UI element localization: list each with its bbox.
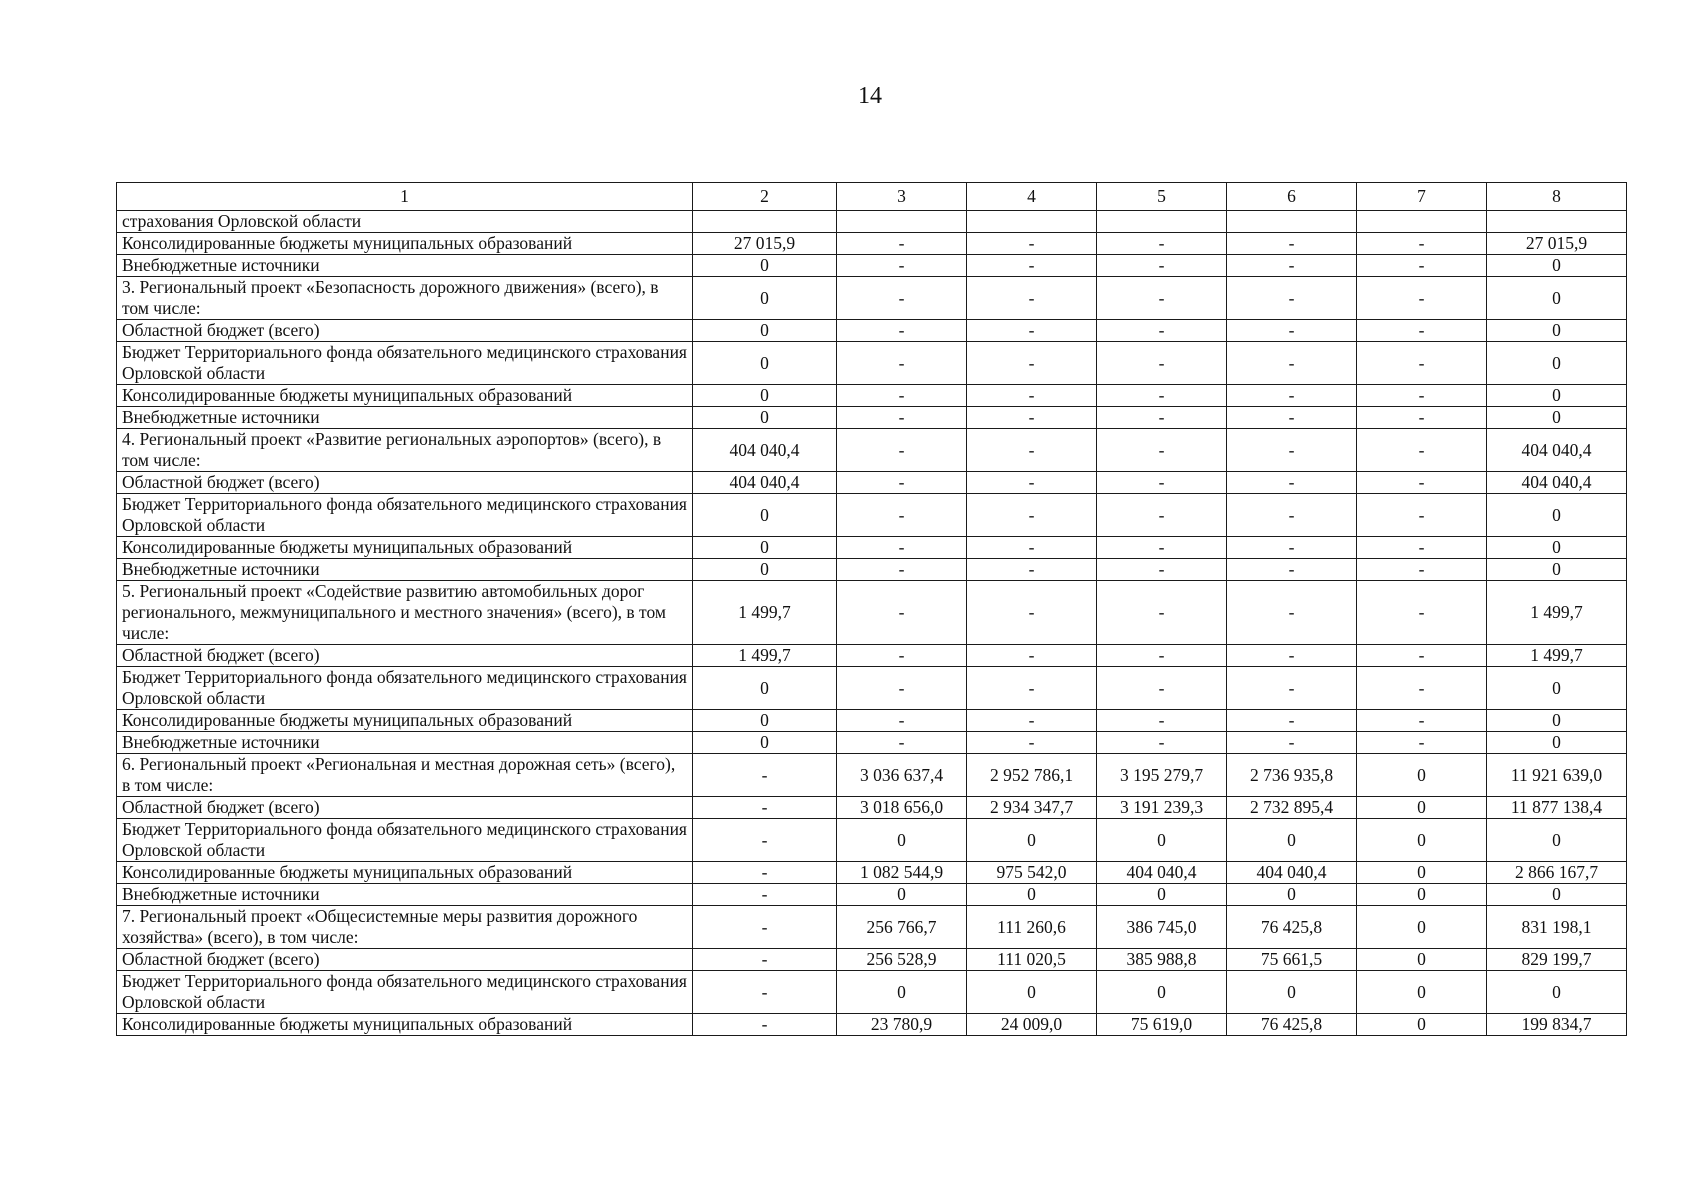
row-label: Бюджет Территориального фонда обязательного медицинского страхования Орловской области — [117, 342, 693, 385]
cell-col-6 — [1227, 211, 1357, 233]
cell-col-2: 0 — [693, 494, 837, 537]
cell-col-5: - — [1097, 472, 1227, 494]
column-header: 8 — [1487, 183, 1627, 211]
cell-col-3: - — [837, 277, 967, 320]
table-row — [117, 906, 1627, 949]
cell-col-6: - — [1227, 233, 1357, 255]
cell-col-3: 23 780,9 — [837, 1014, 967, 1036]
row-label: Бюджет Территориального фонда обязательного медицинского страхования Орловской области — [117, 971, 693, 1014]
cell-col-2: 404 040,4 — [693, 429, 837, 472]
cell-col-3: - — [837, 667, 967, 710]
cell-col-2 — [693, 211, 837, 233]
cell-col-7: - — [1357, 277, 1487, 320]
cell-col-3: - — [837, 494, 967, 537]
cell-col-8: 0 — [1487, 320, 1627, 342]
cell-col-3: 0 — [837, 971, 967, 1014]
cell-col-5: - — [1097, 581, 1227, 645]
table-row — [117, 884, 1627, 906]
cell-col-5 — [1097, 211, 1227, 233]
cell-col-6: - — [1227, 342, 1357, 385]
column-header: 3 — [837, 183, 967, 211]
table-row — [117, 233, 1627, 255]
cell-col-6: 0 — [1227, 971, 1357, 1014]
cell-col-5: - — [1097, 233, 1227, 255]
cell-col-4: - — [967, 494, 1097, 537]
cell-col-5: - — [1097, 429, 1227, 472]
column-header: 5 — [1097, 183, 1227, 211]
column-header: 2 — [693, 183, 837, 211]
cell-col-8: 0 — [1487, 559, 1627, 581]
cell-col-6: - — [1227, 559, 1357, 581]
cell-col-8: 199 834,7 — [1487, 1014, 1627, 1036]
cell-col-2: 0 — [693, 407, 837, 429]
table-row — [117, 429, 1627, 472]
cell-col-5: - — [1097, 559, 1227, 581]
cell-col-8: 0 — [1487, 710, 1627, 732]
cell-col-7: 0 — [1357, 884, 1487, 906]
cell-col-5: 385 988,8 — [1097, 949, 1227, 971]
cell-col-4: - — [967, 472, 1097, 494]
row-label: Областной бюджет (всего) — [117, 472, 693, 494]
table-row — [117, 320, 1627, 342]
cell-col-2: 404 040,4 — [693, 472, 837, 494]
cell-col-7: 0 — [1357, 819, 1487, 862]
column-header: 7 — [1357, 183, 1487, 211]
cell-col-3: 1 082 544,9 — [837, 862, 967, 884]
cell-col-4: - — [967, 537, 1097, 559]
row-label: 4. Региональный проект «Развитие региональных аэропортов» (всего), в том числе: — [117, 429, 693, 472]
cell-col-5: 3 191 239,3 — [1097, 797, 1227, 819]
cell-col-4: 111 260,6 — [967, 906, 1097, 949]
cell-col-4 — [967, 211, 1097, 233]
table-row — [117, 667, 1627, 710]
cell-col-8: 0 — [1487, 819, 1627, 862]
row-label: Бюджет Территориального фонда обязательного медицинского страхования Орловской области — [117, 667, 693, 710]
row-label: Внебюджетные источники — [117, 884, 693, 906]
cell-col-2: 0 — [693, 559, 837, 581]
table-row — [117, 385, 1627, 407]
row-label: Внебюджетные источники — [117, 407, 693, 429]
cell-col-6: - — [1227, 494, 1357, 537]
cell-col-5: 0 — [1097, 819, 1227, 862]
cell-col-3: 256 766,7 — [837, 906, 967, 949]
cell-col-6: - — [1227, 581, 1357, 645]
cell-col-4: 0 — [967, 884, 1097, 906]
cell-col-5: - — [1097, 320, 1227, 342]
cell-col-6: - — [1227, 645, 1357, 667]
cell-col-2: 0 — [693, 732, 837, 754]
row-label: Бюджет Территориального фонда обязательного медицинского страхования Орловской области — [117, 494, 693, 537]
cell-col-3: - — [837, 429, 967, 472]
cell-col-3: 0 — [837, 884, 967, 906]
cell-col-6: 76 425,8 — [1227, 1014, 1357, 1036]
cell-col-7: 0 — [1357, 797, 1487, 819]
cell-col-8: 829 199,7 — [1487, 949, 1627, 971]
cell-col-8: 11 921 639,0 — [1487, 754, 1627, 797]
cell-col-2: - — [693, 884, 837, 906]
cell-col-4: - — [967, 233, 1097, 255]
row-label: Консолидированные бюджеты муниципальных образований — [117, 1014, 693, 1036]
cell-col-8: 0 — [1487, 385, 1627, 407]
cell-col-7: - — [1357, 710, 1487, 732]
cell-col-4: - — [967, 559, 1097, 581]
cell-col-8: 831 198,1 — [1487, 906, 1627, 949]
cell-col-4: 2 934 347,7 — [967, 797, 1097, 819]
cell-col-5: 75 619,0 — [1097, 1014, 1227, 1036]
column-header: 4 — [967, 183, 1097, 211]
cell-col-4: 2 952 786,1 — [967, 754, 1097, 797]
cell-col-2: - — [693, 797, 837, 819]
cell-col-4: - — [967, 385, 1097, 407]
cell-col-7: 0 — [1357, 1014, 1487, 1036]
cell-col-2: 27 015,9 — [693, 233, 837, 255]
cell-col-5: - — [1097, 277, 1227, 320]
cell-col-7: - — [1357, 645, 1487, 667]
cell-col-8: 1 499,7 — [1487, 581, 1627, 645]
row-label: Консолидированные бюджеты муниципальных образований — [117, 385, 693, 407]
cell-col-7: 0 — [1357, 971, 1487, 1014]
cell-col-5: - — [1097, 667, 1227, 710]
column-header: 6 — [1227, 183, 1357, 211]
row-label: страхования Орловской области — [117, 211, 693, 233]
cell-col-8 — [1487, 211, 1627, 233]
cell-col-7: - — [1357, 320, 1487, 342]
cell-col-4: 975 542,0 — [967, 862, 1097, 884]
row-label: 3. Региональный проект «Безопасность дорожного движения» (всего), в том числе: — [117, 277, 693, 320]
cell-col-3: - — [837, 472, 967, 494]
table-row — [117, 407, 1627, 429]
cell-col-2: 0 — [693, 667, 837, 710]
cell-col-3: - — [837, 385, 967, 407]
cell-col-4: - — [967, 320, 1097, 342]
table-row — [117, 494, 1627, 537]
table-row — [117, 819, 1627, 862]
cell-col-8: 0 — [1487, 667, 1627, 710]
cell-col-6: - — [1227, 407, 1357, 429]
cell-col-3: - — [837, 537, 967, 559]
table-row — [117, 732, 1627, 754]
table-row — [117, 949, 1627, 971]
row-label: 6. Региональный проект «Региональная и местная дорожная сеть» (всего), в том числе: — [117, 754, 693, 797]
row-label: Консолидированные бюджеты муниципальных образований — [117, 710, 693, 732]
row-label: Областной бюджет (всего) — [117, 797, 693, 819]
cell-col-2: 1 499,7 — [693, 581, 837, 645]
cell-col-4: - — [967, 342, 1097, 385]
cell-col-6: 0 — [1227, 884, 1357, 906]
cell-col-6: - — [1227, 472, 1357, 494]
table-row — [117, 645, 1627, 667]
column-header: 1 — [117, 183, 693, 211]
table-row — [117, 277, 1627, 320]
cell-col-4: - — [967, 581, 1097, 645]
cell-col-3: - — [837, 255, 967, 277]
table-row — [117, 342, 1627, 385]
cell-col-5: 0 — [1097, 971, 1227, 1014]
cell-col-4: - — [967, 710, 1097, 732]
cell-col-7: - — [1357, 581, 1487, 645]
cell-col-8: 0 — [1487, 971, 1627, 1014]
cell-col-7: - — [1357, 537, 1487, 559]
cell-col-3: - — [837, 233, 967, 255]
cell-col-5: 0 — [1097, 884, 1227, 906]
cell-col-4: - — [967, 255, 1097, 277]
cell-col-6: - — [1227, 732, 1357, 754]
table-row — [117, 971, 1627, 1014]
row-label: Консолидированные бюджеты муниципальных образований — [117, 233, 693, 255]
cell-col-3: - — [837, 407, 967, 429]
cell-col-3: - — [837, 559, 967, 581]
cell-col-4: 24 009,0 — [967, 1014, 1097, 1036]
cell-col-7: - — [1357, 233, 1487, 255]
cell-col-4: - — [967, 645, 1097, 667]
cell-col-8: 404 040,4 — [1487, 429, 1627, 472]
row-label: Областной бюджет (всего) — [117, 320, 693, 342]
cell-col-6: - — [1227, 255, 1357, 277]
table-row — [117, 211, 1627, 233]
cell-col-8: 0 — [1487, 884, 1627, 906]
cell-col-2: - — [693, 819, 837, 862]
row-label: Областной бюджет (всего) — [117, 949, 693, 971]
cell-col-3: - — [837, 320, 967, 342]
cell-col-7 — [1357, 211, 1487, 233]
row-label: Внебюджетные источники — [117, 559, 693, 581]
table-row — [117, 537, 1627, 559]
row-label: 5. Региональный проект «Содействие развитию автомобильных дорог регионального, межмуниципального и местного значения» (всего), в том числе: — [117, 581, 693, 645]
table-body — [117, 211, 1627, 1036]
cell-col-7: - — [1357, 407, 1487, 429]
cell-col-8: 0 — [1487, 342, 1627, 385]
cell-col-6: 404 040,4 — [1227, 862, 1357, 884]
cell-col-6: 76 425,8 — [1227, 906, 1357, 949]
cell-col-8: 404 040,4 — [1487, 472, 1627, 494]
cell-col-2: 0 — [693, 342, 837, 385]
cell-col-8: 0 — [1487, 277, 1627, 320]
cell-col-2: 1 499,7 — [693, 645, 837, 667]
cell-col-8: 0 — [1487, 255, 1627, 277]
cell-col-5: - — [1097, 732, 1227, 754]
row-label: Бюджет Территориального фонда обязательного медицинского страхования Орловской области — [117, 819, 693, 862]
cell-col-7: - — [1357, 667, 1487, 710]
cell-col-5: - — [1097, 385, 1227, 407]
page-number: 14 — [858, 83, 882, 109]
cell-col-5: - — [1097, 645, 1227, 667]
cell-col-2: 0 — [693, 385, 837, 407]
table-row — [117, 754, 1627, 797]
cell-col-6: - — [1227, 667, 1357, 710]
cell-col-7: - — [1357, 429, 1487, 472]
cell-col-2: 0 — [693, 277, 837, 320]
cell-col-5: - — [1097, 710, 1227, 732]
cell-col-8: 0 — [1487, 407, 1627, 429]
cell-col-5: - — [1097, 342, 1227, 385]
cell-col-6: - — [1227, 429, 1357, 472]
table-row — [117, 797, 1627, 819]
cell-col-4: 111 020,5 — [967, 949, 1097, 971]
row-label: Консолидированные бюджеты муниципальных образований — [117, 537, 693, 559]
table-row — [117, 255, 1627, 277]
cell-col-2: 0 — [693, 710, 837, 732]
cell-col-3: - — [837, 342, 967, 385]
header-row — [117, 183, 1627, 211]
cell-col-4: 0 — [967, 971, 1097, 1014]
cell-col-6: - — [1227, 320, 1357, 342]
cell-col-4: 0 — [967, 819, 1097, 862]
cell-col-4: - — [967, 429, 1097, 472]
cell-col-3: 256 528,9 — [837, 949, 967, 971]
cell-col-4: - — [967, 667, 1097, 710]
cell-col-7: 0 — [1357, 862, 1487, 884]
cell-col-3 — [837, 211, 967, 233]
budget-table — [116, 182, 1627, 1036]
cell-col-2: 0 — [693, 537, 837, 559]
table-row — [117, 472, 1627, 494]
cell-col-5: 386 745,0 — [1097, 906, 1227, 949]
cell-col-6: 0 — [1227, 819, 1357, 862]
cell-col-3: - — [837, 645, 967, 667]
cell-col-7: - — [1357, 494, 1487, 537]
cell-col-5: - — [1097, 255, 1227, 277]
row-label: Областной бюджет (всего) — [117, 645, 693, 667]
cell-col-7: 0 — [1357, 754, 1487, 797]
cell-col-8: 2 866 167,7 — [1487, 862, 1627, 884]
cell-col-2: - — [693, 1014, 837, 1036]
cell-col-2: - — [693, 971, 837, 1014]
cell-col-7: - — [1357, 342, 1487, 385]
cell-col-3: - — [837, 581, 967, 645]
cell-col-3: - — [837, 710, 967, 732]
table-row — [117, 1014, 1627, 1036]
cell-col-4: - — [967, 732, 1097, 754]
cell-col-7: - — [1357, 472, 1487, 494]
cell-col-3: - — [837, 732, 967, 754]
cell-col-4: - — [967, 407, 1097, 429]
cell-col-5: - — [1097, 537, 1227, 559]
cell-col-5: - — [1097, 407, 1227, 429]
cell-col-6: - — [1227, 277, 1357, 320]
cell-col-3: 3 018 656,0 — [837, 797, 967, 819]
cell-col-6: 2 732 895,4 — [1227, 797, 1357, 819]
cell-col-4: - — [967, 277, 1097, 320]
row-label: Консолидированные бюджеты муниципальных образований — [117, 862, 693, 884]
cell-col-6: - — [1227, 385, 1357, 407]
cell-col-8: 0 — [1487, 494, 1627, 537]
cell-col-7: 0 — [1357, 906, 1487, 949]
cell-col-5: - — [1097, 494, 1227, 537]
cell-col-2: - — [693, 862, 837, 884]
cell-col-5: 404 040,4 — [1097, 862, 1227, 884]
cell-col-8: 0 — [1487, 732, 1627, 754]
cell-col-7: - — [1357, 255, 1487, 277]
table-row — [117, 710, 1627, 732]
table-row — [117, 559, 1627, 581]
cell-col-3: 3 036 637,4 — [837, 754, 967, 797]
cell-col-2: - — [693, 949, 837, 971]
row-label: Внебюджетные источники — [117, 732, 693, 754]
cell-col-7: - — [1357, 559, 1487, 581]
cell-col-8: 0 — [1487, 537, 1627, 559]
table-row — [117, 581, 1627, 645]
cell-col-8: 27 015,9 — [1487, 233, 1627, 255]
cell-col-2: - — [693, 754, 837, 797]
cell-col-8: 1 499,7 — [1487, 645, 1627, 667]
cell-col-3: 0 — [837, 819, 967, 862]
cell-col-2: - — [693, 906, 837, 949]
cell-col-2: 0 — [693, 320, 837, 342]
cell-col-6: - — [1227, 710, 1357, 732]
cell-col-6: - — [1227, 537, 1357, 559]
cell-col-7: - — [1357, 732, 1487, 754]
row-label: Внебюджетные источники — [117, 255, 693, 277]
row-label: 7. Региональный проект «Общесистемные меры развития дорожного хозяйства» (всего), в том числе: — [117, 906, 693, 949]
cell-col-6: 2 736 935,8 — [1227, 754, 1357, 797]
cell-col-7: - — [1357, 385, 1487, 407]
cell-col-2: 0 — [693, 255, 837, 277]
cell-col-6: 75 661,5 — [1227, 949, 1357, 971]
cell-col-8: 11 877 138,4 — [1487, 797, 1627, 819]
cell-col-7: 0 — [1357, 949, 1487, 971]
table-row — [117, 862, 1627, 884]
cell-col-5: 3 195 279,7 — [1097, 754, 1227, 797]
